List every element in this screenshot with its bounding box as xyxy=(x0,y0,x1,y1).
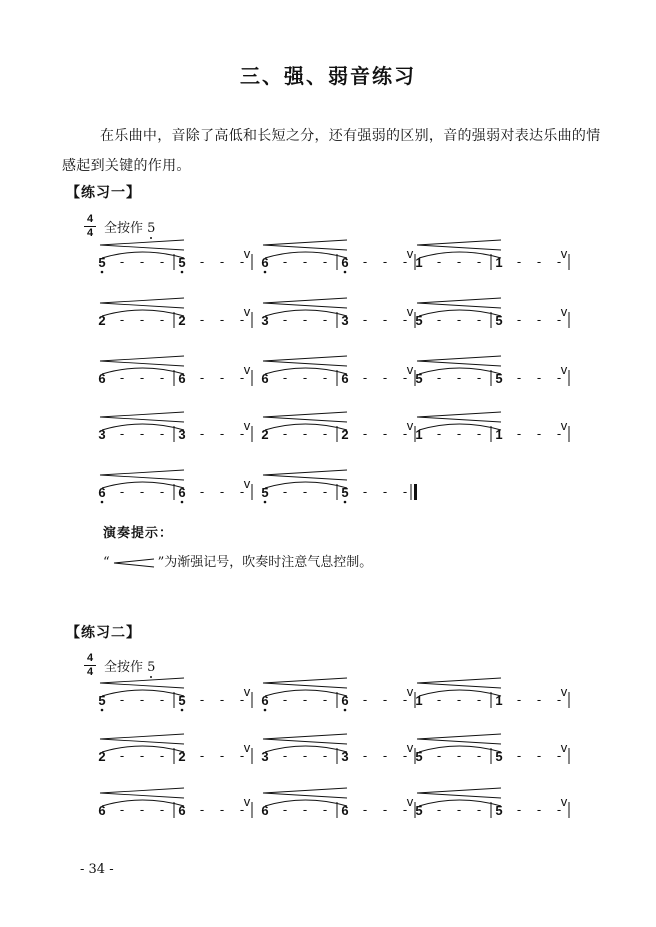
crescendo-upper-line xyxy=(100,356,184,361)
low-octave-dot xyxy=(181,271,184,274)
breath-mark: v xyxy=(243,476,251,491)
note: 5 xyxy=(261,485,269,500)
fingering-note: 5 xyxy=(147,660,156,675)
low-octave-dot xyxy=(101,271,104,274)
dash: - xyxy=(402,692,408,707)
fingering-note: 5 xyxy=(147,221,156,236)
dash: - xyxy=(159,484,165,499)
dash: - xyxy=(139,370,145,385)
dash: - xyxy=(239,254,245,269)
note: 5 xyxy=(341,485,349,500)
note: 1 xyxy=(495,693,503,708)
breath-mark: v xyxy=(406,362,414,377)
dash: - xyxy=(119,748,125,763)
dash: - xyxy=(199,484,205,499)
dash: - xyxy=(322,426,328,441)
dash: - xyxy=(219,426,225,441)
dash: - xyxy=(219,484,225,499)
dash: - xyxy=(382,484,388,499)
time-signature-bottom: 4 xyxy=(86,227,94,239)
dash: - xyxy=(382,426,388,441)
dash: - xyxy=(476,370,482,385)
crescendo-lower-line xyxy=(417,683,501,688)
dash: - xyxy=(456,312,462,327)
performance-tips-text xyxy=(103,551,372,570)
dash: - xyxy=(556,426,562,441)
note: 5 xyxy=(495,313,503,328)
dash: - xyxy=(139,312,145,327)
note: 6 xyxy=(178,371,186,386)
note: 1 xyxy=(415,427,423,442)
note: 6 xyxy=(261,693,269,708)
time-signature-top: 4 xyxy=(86,652,94,664)
dash: - xyxy=(362,426,368,441)
dash: - xyxy=(536,748,542,763)
dash: - xyxy=(382,312,388,327)
crescendo-upper-line xyxy=(263,240,347,245)
dash: - xyxy=(239,484,245,499)
crescendo-lower-line xyxy=(417,245,501,250)
crescendo-lower-line xyxy=(417,793,501,798)
note: 5 xyxy=(98,255,106,270)
crescendo-upper-line xyxy=(263,298,347,303)
dash: - xyxy=(476,748,482,763)
crescendo-upper-line xyxy=(417,678,501,683)
dash: - xyxy=(436,312,442,327)
crescendo-upper-line xyxy=(100,298,184,303)
dash: - xyxy=(382,802,388,817)
note: 3 xyxy=(341,749,349,764)
note: 6 xyxy=(341,371,349,386)
dash: - xyxy=(282,748,288,763)
note: 2 xyxy=(261,427,269,442)
time-signature-bottom: 4 xyxy=(86,666,94,678)
page-title: 三、强、弱音练习 xyxy=(240,64,416,88)
dash: - xyxy=(536,692,542,707)
dash: - xyxy=(139,254,145,269)
dash: - xyxy=(362,254,368,269)
crescendo-upper-line xyxy=(100,734,184,739)
breath-mark: v xyxy=(243,304,251,319)
dash: - xyxy=(119,312,125,327)
dash: - xyxy=(139,426,145,441)
note: 6 xyxy=(261,371,269,386)
low-octave-dot xyxy=(101,709,104,712)
crescendo-upper-line xyxy=(263,356,347,361)
breath-mark: v xyxy=(243,362,251,377)
dash: - xyxy=(119,484,125,499)
note: 6 xyxy=(341,693,349,708)
dash: - xyxy=(139,748,145,763)
low-octave-dot xyxy=(101,501,104,504)
note: 5 xyxy=(495,803,503,818)
dash: - xyxy=(382,254,388,269)
dash: - xyxy=(159,312,165,327)
dash: - xyxy=(219,692,225,707)
crescendo-lower-line xyxy=(100,475,184,480)
dash: - xyxy=(402,748,408,763)
note: 2 xyxy=(178,313,186,328)
dash: - xyxy=(219,254,225,269)
crescendo-lower-line xyxy=(263,683,347,688)
dash: - xyxy=(159,748,165,763)
dash: - xyxy=(282,802,288,817)
low-octave-dot xyxy=(181,501,184,504)
low-octave-dot xyxy=(264,501,267,504)
note: 5 xyxy=(415,313,423,328)
crescendo-lower-line xyxy=(100,683,184,688)
dash: - xyxy=(536,370,542,385)
low-octave-dot xyxy=(264,709,267,712)
crescendo-lower-line xyxy=(263,303,347,308)
dash: - xyxy=(456,370,462,385)
dash: - xyxy=(556,312,562,327)
dash: - xyxy=(219,370,225,385)
exercise-1-heading: 【练习一】 xyxy=(66,185,141,201)
dash: - xyxy=(516,254,522,269)
crescendo-lower-line xyxy=(417,739,501,744)
dash: - xyxy=(239,802,245,817)
dash: - xyxy=(436,692,442,707)
dash: - xyxy=(302,426,308,441)
breath-mark: v xyxy=(560,418,568,433)
crescendo-upper-line xyxy=(417,412,501,417)
breath-mark: v xyxy=(560,684,568,699)
dash: - xyxy=(159,426,165,441)
time-signature-top: 4 xyxy=(86,213,94,225)
dash: - xyxy=(516,692,522,707)
crescendo-lower-line xyxy=(417,303,501,308)
breath-mark: v xyxy=(560,740,568,755)
dash: - xyxy=(382,692,388,707)
note: 6 xyxy=(341,255,349,270)
dash: - xyxy=(556,370,562,385)
crescendo-upper-line xyxy=(417,240,501,245)
dash: - xyxy=(476,312,482,327)
dash: - xyxy=(516,426,522,441)
dash: - xyxy=(239,692,245,707)
note: 5 xyxy=(415,803,423,818)
dash: - xyxy=(159,802,165,817)
dash: - xyxy=(536,426,542,441)
dash: - xyxy=(402,254,408,269)
dash: - xyxy=(302,484,308,499)
dash: - xyxy=(282,692,288,707)
note: 6 xyxy=(261,255,269,270)
dash: - xyxy=(302,254,308,269)
intro-paragraph: 在乐曲中，音除了高低和长短之分，还有强弱的区别，音的强弱对表达乐曲的情感起到关键的作用。 xyxy=(62,128,601,174)
dash: - xyxy=(362,484,368,499)
final-barline-thick xyxy=(414,484,417,500)
dash: - xyxy=(322,484,328,499)
breath-mark: v xyxy=(406,794,414,809)
breath-mark: v xyxy=(406,246,414,261)
dash: - xyxy=(322,312,328,327)
note: 3 xyxy=(98,427,106,442)
dash: - xyxy=(362,802,368,817)
crescendo-lower-line xyxy=(100,361,184,366)
note: 5 xyxy=(98,693,106,708)
dash: - xyxy=(476,802,482,817)
dash: - xyxy=(456,426,462,441)
low-octave-dot xyxy=(264,271,267,274)
crescendo-upper-line xyxy=(263,470,347,475)
dash: - xyxy=(476,254,482,269)
dash: - xyxy=(436,802,442,817)
dash: - xyxy=(282,370,288,385)
dash: - xyxy=(322,748,328,763)
dash: - xyxy=(476,426,482,441)
performance-tips-heading: 演奏提示： xyxy=(103,526,174,541)
crescendo-upper-line xyxy=(100,240,184,245)
dash: - xyxy=(159,370,165,385)
dash: - xyxy=(436,370,442,385)
dash: - xyxy=(199,370,205,385)
note: 2 xyxy=(98,749,106,764)
dash: - xyxy=(402,484,408,499)
dash: - xyxy=(536,802,542,817)
dash: - xyxy=(456,692,462,707)
dash: - xyxy=(119,370,125,385)
note: 3 xyxy=(178,427,186,442)
crescendo-upper-line xyxy=(417,734,501,739)
low-octave-dot xyxy=(344,501,347,504)
dash: - xyxy=(119,692,125,707)
dash: - xyxy=(302,802,308,817)
dash: - xyxy=(199,312,205,327)
crescendo-upper-line xyxy=(263,734,347,739)
fingering-text: 全按作 xyxy=(104,660,144,675)
crescendo-upper-line xyxy=(100,788,184,793)
crescendo-lower-line xyxy=(417,361,501,366)
crescendo-lower-line xyxy=(263,361,347,366)
dash: - xyxy=(456,254,462,269)
dash: - xyxy=(436,748,442,763)
crescendo-upper-line xyxy=(417,356,501,361)
dash: - xyxy=(456,748,462,763)
breath-mark: v xyxy=(560,304,568,319)
dash: - xyxy=(322,692,328,707)
dash: - xyxy=(199,254,205,269)
dash: - xyxy=(536,254,542,269)
note: 2 xyxy=(178,749,186,764)
breath-mark: v xyxy=(243,418,251,433)
crescendo-lower-line xyxy=(100,793,184,798)
crescendo-lower-line xyxy=(100,417,184,422)
crescendo-upper-line xyxy=(417,788,501,793)
note: 5 xyxy=(495,371,503,386)
dash: - xyxy=(402,426,408,441)
dash: - xyxy=(362,370,368,385)
breath-mark: v xyxy=(243,740,251,755)
dash: - xyxy=(362,692,368,707)
breath-mark: v xyxy=(406,418,414,433)
crescendo-upper-line xyxy=(263,788,347,793)
note: 6 xyxy=(98,371,106,386)
dash: - xyxy=(382,748,388,763)
breath-mark: v xyxy=(243,246,251,261)
note: 1 xyxy=(495,427,503,442)
crescendo-upper-line xyxy=(263,678,347,683)
open-quote: “ xyxy=(103,555,110,570)
note: 5 xyxy=(178,255,186,270)
crescendo-upper-line xyxy=(100,678,184,683)
dash: - xyxy=(556,748,562,763)
dash: - xyxy=(516,802,522,817)
dash: - xyxy=(302,692,308,707)
dash: - xyxy=(199,748,205,763)
breath-mark: v xyxy=(560,246,568,261)
dash: - xyxy=(199,692,205,707)
dash: - xyxy=(239,312,245,327)
crescendo-upper-line xyxy=(100,412,184,417)
crescendo-lower-line xyxy=(100,303,184,308)
dash: - xyxy=(362,748,368,763)
note: 6 xyxy=(178,803,186,818)
crescendo-lower-line xyxy=(263,475,347,480)
dash: - xyxy=(159,254,165,269)
dash: - xyxy=(402,370,408,385)
dash: - xyxy=(119,426,125,441)
dash: - xyxy=(536,312,542,327)
dash: - xyxy=(239,370,245,385)
note: 5 xyxy=(415,371,423,386)
low-octave-dot xyxy=(344,709,347,712)
low-octave-dot xyxy=(181,709,184,712)
note: 1 xyxy=(415,255,423,270)
note: 6 xyxy=(98,803,106,818)
breath-mark: v xyxy=(560,362,568,377)
note: 6 xyxy=(98,485,106,500)
note: 3 xyxy=(261,313,269,328)
dash: - xyxy=(282,312,288,327)
dash: - xyxy=(476,692,482,707)
dash: - xyxy=(199,802,205,817)
crescendo-lower-line xyxy=(263,245,347,250)
crescendo-icon xyxy=(112,558,156,568)
note: 3 xyxy=(341,313,349,328)
dash: - xyxy=(456,802,462,817)
dash: - xyxy=(556,802,562,817)
breath-mark: v xyxy=(560,794,568,809)
dash: - xyxy=(362,312,368,327)
dash: - xyxy=(382,370,388,385)
fingering-text: 全按作 xyxy=(104,221,144,236)
dash: - xyxy=(516,370,522,385)
dash: - xyxy=(436,254,442,269)
dash: - xyxy=(239,426,245,441)
note: 6 xyxy=(178,485,186,500)
dash: - xyxy=(302,312,308,327)
dash: - xyxy=(402,802,408,817)
note: 6 xyxy=(341,803,349,818)
tips-body: ”为渐强记号，吹奏时注意气息控制。 xyxy=(157,555,373,570)
note: 1 xyxy=(495,255,503,270)
dash: - xyxy=(282,254,288,269)
note: 5 xyxy=(415,749,423,764)
dash: - xyxy=(239,748,245,763)
low-octave-dot xyxy=(344,271,347,274)
dash: - xyxy=(322,370,328,385)
dash: - xyxy=(199,426,205,441)
dash: - xyxy=(322,254,328,269)
note: 5 xyxy=(495,749,503,764)
crescendo-lower-line xyxy=(263,417,347,422)
crescendo-lower-line xyxy=(417,417,501,422)
dash: - xyxy=(516,748,522,763)
note: 3 xyxy=(261,749,269,764)
dash: - xyxy=(302,748,308,763)
dash: - xyxy=(282,426,288,441)
dash: - xyxy=(556,254,562,269)
breath-mark: v xyxy=(243,794,251,809)
dash: - xyxy=(556,692,562,707)
crescendo-lower-line xyxy=(100,245,184,250)
exercise-2-heading: 【练习二】 xyxy=(66,625,141,641)
dash: - xyxy=(139,692,145,707)
crescendo-lower-line xyxy=(263,793,347,798)
dash: - xyxy=(219,748,225,763)
note: 6 xyxy=(261,803,269,818)
page-number: - 34 - xyxy=(80,862,114,877)
crescendo-lower-line xyxy=(263,739,347,744)
dash: - xyxy=(516,312,522,327)
crescendo-upper-line xyxy=(417,298,501,303)
dash: - xyxy=(402,312,408,327)
crescendo-upper-line xyxy=(263,412,347,417)
dash: - xyxy=(159,692,165,707)
dash: - xyxy=(219,802,225,817)
breath-mark: v xyxy=(406,304,414,319)
dash: - xyxy=(302,370,308,385)
note: 2 xyxy=(341,427,349,442)
dash: - xyxy=(282,484,288,499)
breath-mark: v xyxy=(406,740,414,755)
dash: - xyxy=(139,802,145,817)
dash: - xyxy=(436,426,442,441)
dash: - xyxy=(219,312,225,327)
crescendo-upper-line xyxy=(100,470,184,475)
dash: - xyxy=(322,802,328,817)
note: 2 xyxy=(98,313,106,328)
breath-mark: v xyxy=(406,684,414,699)
breath-mark: v xyxy=(243,684,251,699)
dash: - xyxy=(139,484,145,499)
dash: - xyxy=(119,254,125,269)
note: 5 xyxy=(178,693,186,708)
crescendo-lower-line xyxy=(100,739,184,744)
dash: - xyxy=(119,802,125,817)
note: 1 xyxy=(415,693,423,708)
